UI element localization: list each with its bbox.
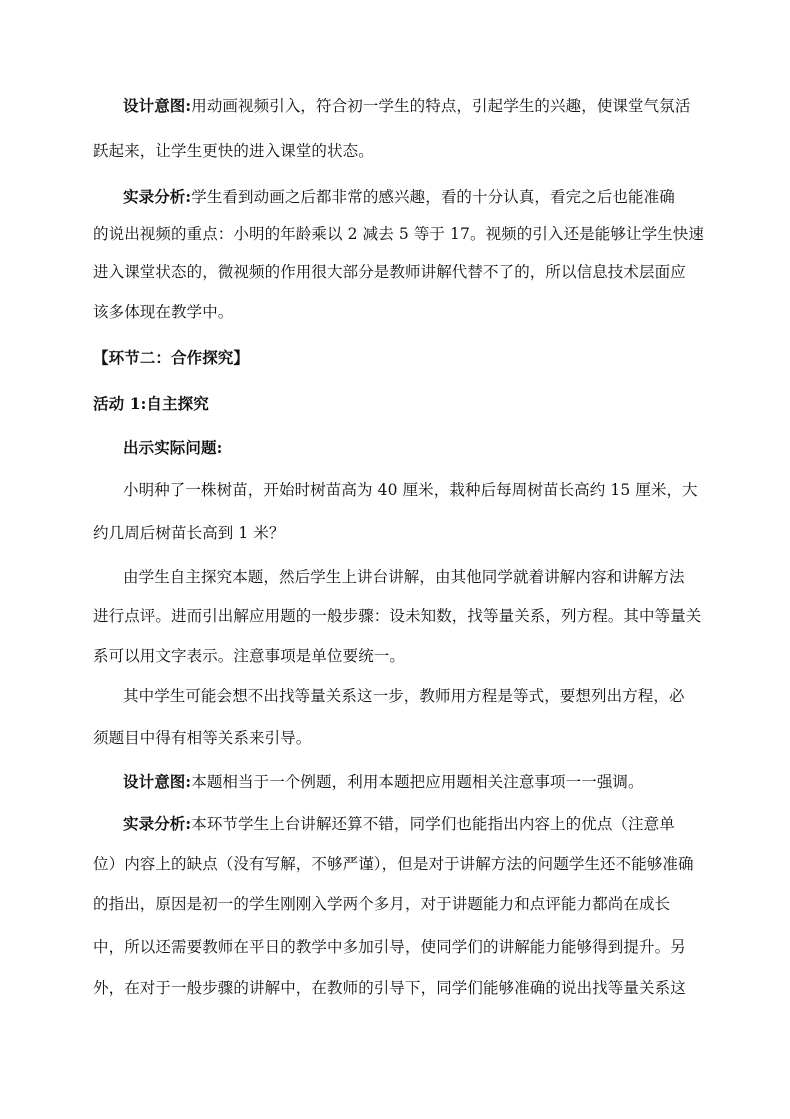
paragraph-text: 本题相当于一个例题，利用本题把应用题相关注意事项一一强调。 [191,773,644,791]
paragraph-line: 约几周后树苗长高到 1 米？ [93,524,285,542]
subheading: 出示实际问题: [123,438,223,457]
paragraph-line: 该多体现在教学中。 [93,303,234,321]
paragraph-label: 设计意图: [123,96,192,115]
paragraph-line: 其中学生可能会想不出找等量关系这一步，教师用方程是等式，要想列出方程，必 [123,687,685,705]
paragraph-label: 设计意图: [123,772,192,791]
paragraph-line: 小明种了一株树苗，开始时树苗高为 40 厘米，栽种后每周树苗长高约 15 厘米，大 [123,481,698,499]
paragraph-line [123,187,675,207]
paragraph-line: 的说出视频的重点：小明的年龄乘以 2 减去 5 等于 17。视频的引入还是能够让学生快速 [93,225,704,243]
section-heading: 【环节二：合作探究】 [93,348,250,367]
paragraph-label: 实录分析: [123,187,192,206]
paragraph-line [123,772,644,792]
activity-heading: 活动 1:自主探究 [93,394,209,413]
paragraph-text: 本环节学生上台讲解还算不错，同学们也能指出内容上的优点（注意单 [191,815,675,833]
paragraph-line [123,814,675,834]
paragraph-line: 跃起来，让学生更快的进入课堂的状态。 [93,142,374,160]
paragraph-line: 中，所以还需要教师在平日的教学中多加引导，使同学们的讲解能力能够得到提升。另 [93,938,686,956]
paragraph-line: 由学生自主探究本题，然后学生上讲台讲解，由其他同学就着讲解内容和讲解方法 [123,568,685,586]
paragraph-line: 位）内容上的缺点（没有写解，不够严谨），但是对于讲解方法的问题学生还不能够准确 [93,855,694,873]
paragraph-line: 进行点评。进而引出解应用题的一般步骤：设未知数，找等量关系，列方程。其中等量关 [93,607,702,625]
paragraph-line [123,96,690,116]
paragraph-line: 进入课堂状态的，微视频的作用很大部分是教师讲解代替不了的，所以信息技术层面应 [93,263,686,281]
paragraph-text: 用动画视频引入，符合初一学生的特点，引起学生的兴趣，使课堂气氛活 [191,97,691,115]
paragraph-line: 须题目中得有相等关系来引导。 [93,729,312,747]
paragraph-label: 实录分析: [123,814,192,833]
paragraph-line: 外，在对于一般步骤的讲解中，在教师的引导下，同学们能够准确的说出找等量关系这 [93,979,686,997]
paragraph-line: 的指出，原因是初一的学生刚刚入学两个多月，对于讲题能力和点评能力都尚在成长 [93,895,671,913]
paragraph-text: 学生看到动画之后都非常的感兴趣，看的十分认真，看完之后也能准确 [191,188,675,206]
paragraph-line: 系可以用文字表示。注意事项是单位要统一。 [93,647,406,665]
